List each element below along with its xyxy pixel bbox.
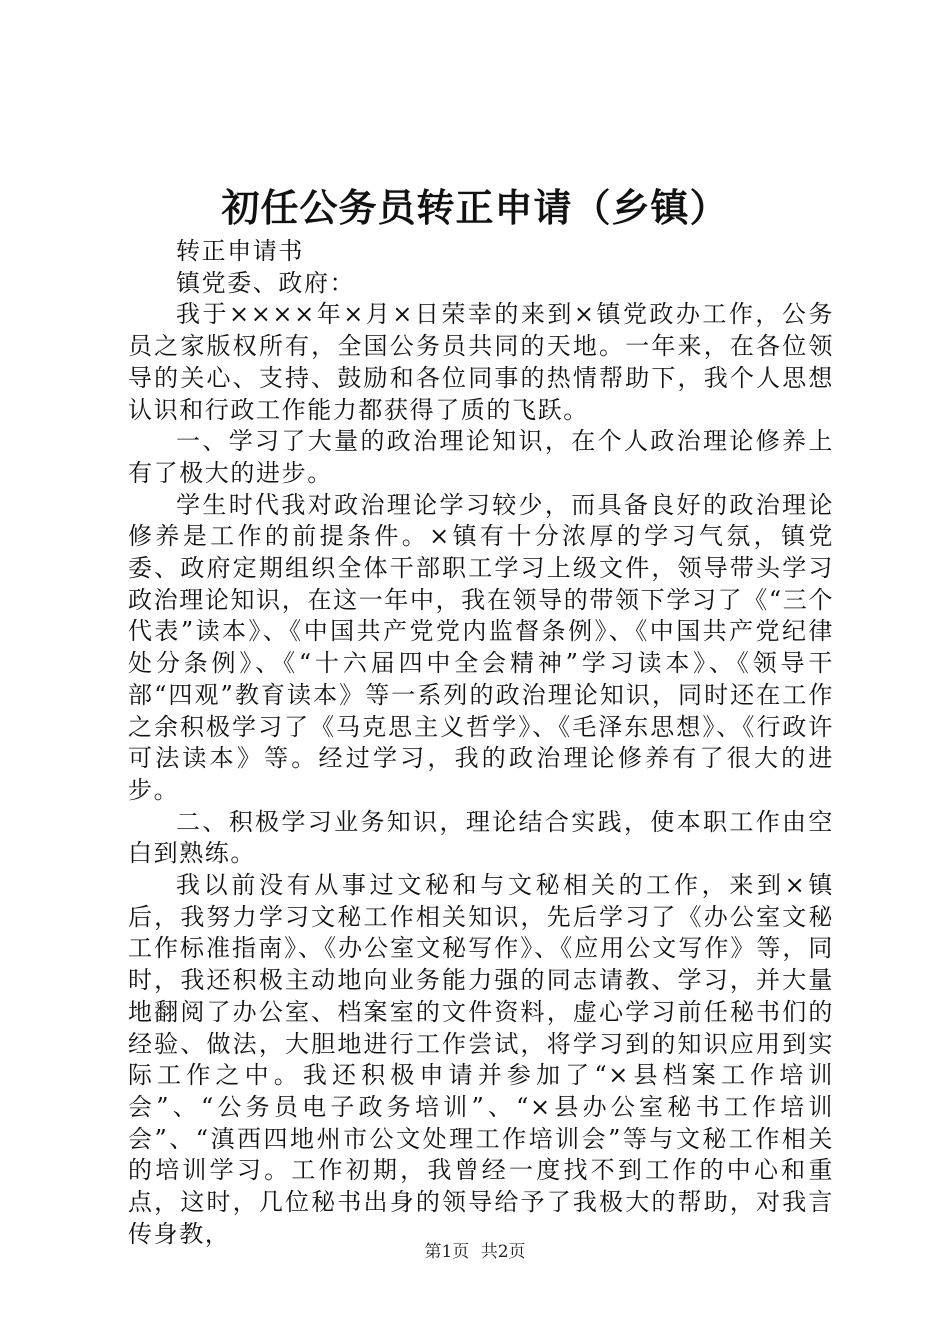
paragraph-heading: 转正申请书 xyxy=(176,237,304,265)
paragraph-salutation: 镇党委、政府： xyxy=(176,268,356,297)
paragraph-section-1-heading: 一、学习了大量的政治理论知识，在个人政治理论修养上有了极大的进步。 xyxy=(128,427,834,487)
document-title: 初任公务员转正申请（乡镇） xyxy=(221,185,729,230)
document-body xyxy=(128,236,834,1251)
page-number: 第1页 xyxy=(424,1242,470,1262)
paragraph-section-1-body: 学生时代我对政治理论学习较少，而具备良好的政治理论修养是工作的前提条件。×镇有十分浓厚的学习气氛，镇党委、政府定期组织全体干部职工学习上级文件，领导带头学习政治理论知识，在这一年中，我在领导的带领下学习了《“三个代表”读本》、《中国共产党党内监督条例》、《中国共产党纪律处分条例》、《“十六届四中全会精神”学习读本》、《领导干部“四观”教育读本》等一系列的政治理论知识，同时还在工作之余积极学习了《马克思主义哲学》、《毛泽东思想》、《行政许可法读本》等。经过学习，我的政治理论修养有了很大的进步。 xyxy=(128,490,834,804)
paragraph-intro: 我于××××年×月×日荣幸的来到×镇党政办工作，公务员之家版权所有，全国公务员共同的天地。一年来，在各位领导的关心、支持、鼓励和各位同事的热情帮助下，我个人思想认识和行政工作能力都获得了质的飞跃。 xyxy=(128,300,834,424)
paragraph-section-2-body: 我以前没有从事过文秘和与文秘相关的工作，来到×镇后，我努力学习文秘工作相关知识，先后学习了《办公室文秘工作标准指南》、《办公室文秘写作》、《应用公文写作》等，同时，我还积极主动地向业务能力强的同志请教、学习，并大量地翻阅了办公室、档案室的文件资料，虚心学习前任秘书们的经验、做法，大胆地进行工作尝试，将学习到的知识应用到实际工作之中。我还积极申请并参加了“×县档案工作培训会”、“公务员电子政务培训”、“×县办公室秘书工作培训会”、“滇西四地州市公文处理工作培训会”等与文秘工作相关的培训学习。工作初期，我曾经一度找不到工作的中心和重点，这时，几位秘书出身的领导给予了我极大的帮助，对我言传身教， xyxy=(128,871,834,1248)
page-footer xyxy=(0,1240,950,1264)
paragraph-section-2-heading: 二、积极学习业务知识，理论结合实践，使本职工作由空白到熟练。 xyxy=(128,807,834,868)
page-total: 共2页 xyxy=(480,1242,526,1262)
